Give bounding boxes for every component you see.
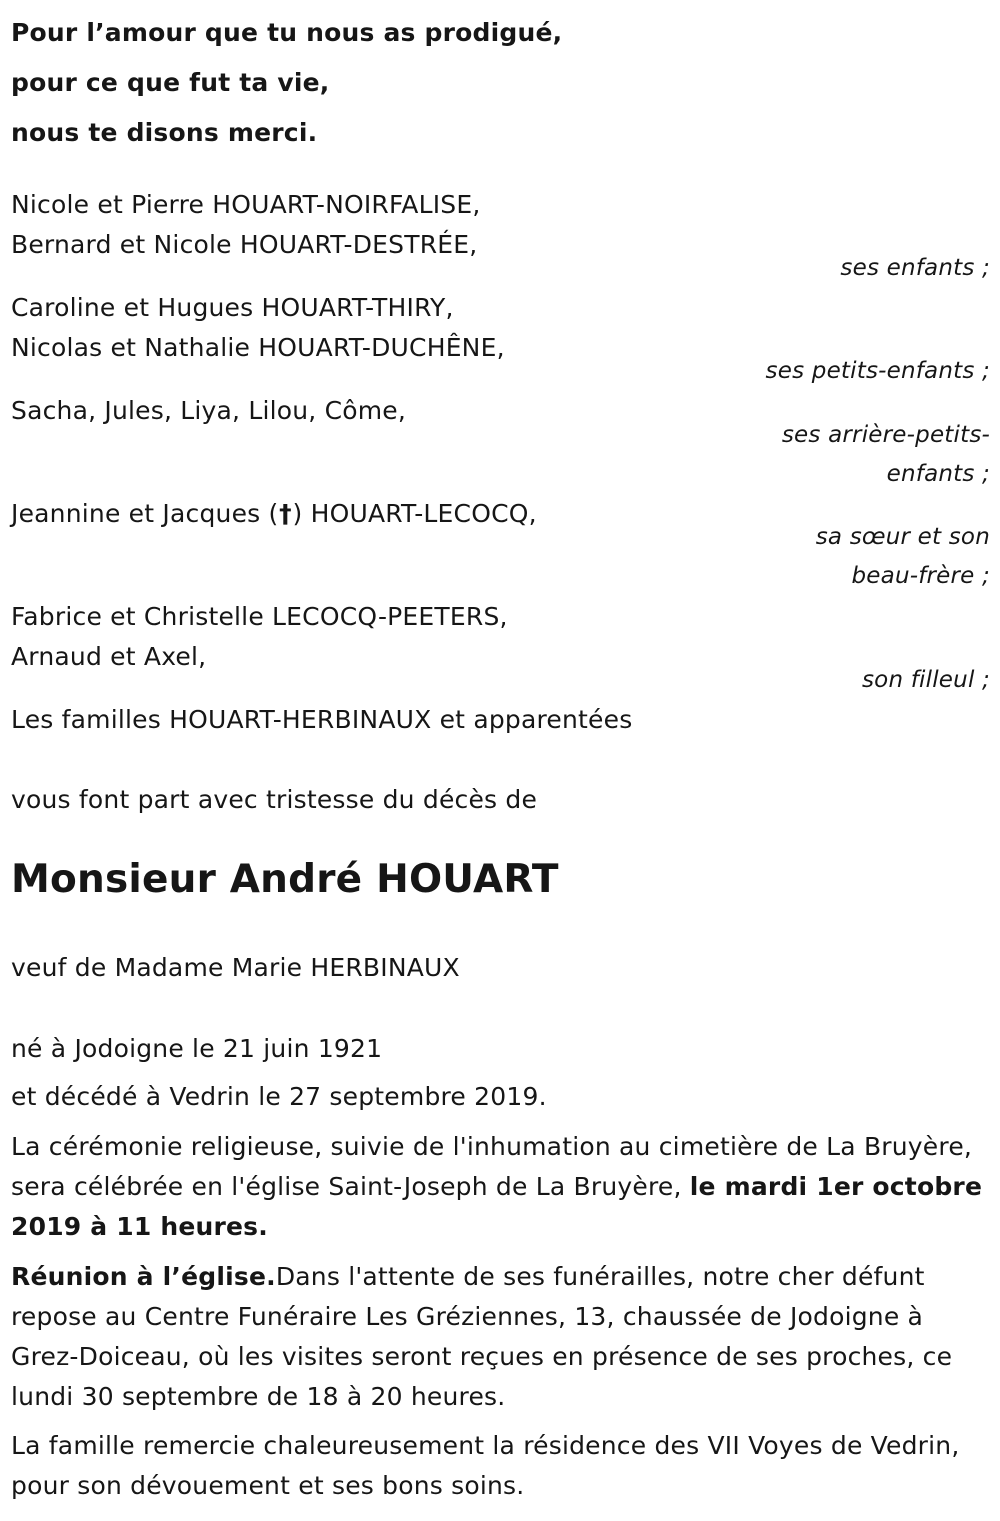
poem-line: nous te disons merci. bbox=[11, 118, 318, 147]
reunion-label: Réunion à l’église. bbox=[11, 1262, 276, 1291]
role-line: sa sœur et son bbox=[815, 524, 990, 550]
family-line: Fabrice et Christelle LECOCQ-PEETERS, bbox=[11, 602, 508, 631]
family-line: Nicolas et Nathalie HOUART-DUCHÊNE, bbox=[11, 333, 505, 362]
families-line: Les familles HOUART-HERBINAUX et apparentées bbox=[11, 705, 633, 734]
ceremony-date: le mardi 1er octobre 2019 à 11 heures. bbox=[11, 1172, 983, 1241]
reunion-paragraph: Réunion à l’église.Dans l'attente de ses funérailles, notre cher défunt repose au Centre Funéraire Les Gréziennes, 13, chaussée de Jodoigne à Grez-Doiceau, où les visites seront reçues en présence de ses proches, ce lundi 30 septembre de 18 à 20 heures. bbox=[11, 1262, 953, 1411]
cross-icon: † bbox=[279, 499, 292, 528]
sister-role bbox=[816, 518, 990, 595]
godson-role: son filleul ; bbox=[862, 667, 990, 693]
role-line: ses arrière-petits- bbox=[781, 422, 990, 448]
poem-line: pour ce que fut ta vie, bbox=[11, 68, 330, 97]
widower-line: veuf de Madame Marie HERBINAUX bbox=[11, 953, 460, 982]
announcement: vous font part avec tristesse du décès de bbox=[11, 785, 538, 814]
deceased-name: Monsieur André HOUART bbox=[11, 857, 559, 902]
memorial-poem bbox=[11, 8, 711, 158]
role-line: enfants ; bbox=[886, 460, 990, 487]
birth-line: né à Jodoigne le 21 juin 1921 bbox=[11, 1034, 383, 1063]
family-line: Bernard et Nicole HOUART-DESTRÉE, bbox=[11, 230, 478, 259]
family-line: Nicole et Pierre HOUART-NOIRFALISE, bbox=[11, 190, 481, 219]
death-line: et décédé à Vedrin le 27 septembre 2019. bbox=[11, 1082, 547, 1111]
grandchildren-role: ses petits-enfants ; bbox=[765, 358, 990, 384]
godson-names bbox=[11, 597, 991, 677]
family-line: Arnaud et Axel, bbox=[11, 642, 207, 671]
poem-line: Pour l’amour que tu nous as prodigué, bbox=[11, 18, 563, 47]
children-role: ses enfants ; bbox=[840, 255, 990, 281]
ceremony-paragraph: La cérémonie religieuse, suivie de l'inhumation au cimetière de La Bruyère, sera célébrée en l'église Saint-Joseph de La Bruyère, le mardi 1er octobre 2019 à 11 heures. bbox=[11, 1132, 983, 1241]
family-line: Jeannine et Jacques (†) HOUART-LECOCQ, bbox=[11, 494, 991, 534]
role-line: beau-frère ; bbox=[851, 562, 990, 589]
family-line: Sacha, Jules, Liya, Lilou, Côme, bbox=[11, 396, 407, 425]
family-line: Caroline et Hugues HOUART-THIRY, bbox=[11, 293, 454, 322]
thanks-paragraph: La famille remercie chaleureusement la résidence des VII Voyes de Vedrin, pour son dévouement et ses bons soins. bbox=[11, 1431, 960, 1500]
greatgrandchildren-role bbox=[782, 416, 990, 493]
